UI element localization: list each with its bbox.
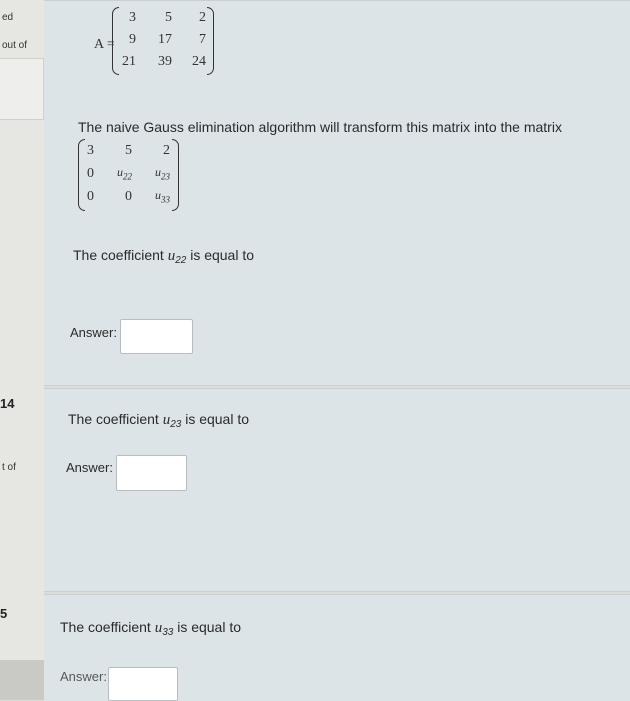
matrix-u-cell: $u_{22}$ xyxy=(117,165,132,182)
prompt-variable: u xyxy=(162,412,171,428)
matrix-u xyxy=(82,139,172,208)
prompt-text-end: is equal to xyxy=(186,247,255,263)
matrix-a-label: A = xyxy=(94,37,115,52)
matrix-a-cell: 39 xyxy=(158,54,172,69)
matrix-a xyxy=(118,7,206,73)
prompt-subscript: 22 xyxy=(175,255,187,266)
prompt-subscript: 33 xyxy=(162,627,174,638)
sidebar-points-text: out of xyxy=(2,40,28,51)
sidebar-points-text-14: t of xyxy=(2,462,16,473)
question-14-prompt xyxy=(68,411,249,430)
matrix-a-cell: 9 xyxy=(129,32,136,47)
answer-label: Answer: xyxy=(66,460,113,475)
matrix-u-cell: $u_{23}$ xyxy=(155,165,170,182)
matrix-a-cell: 24 xyxy=(192,54,206,69)
matrix-a-cell: 3 xyxy=(129,10,136,25)
matrix-u-cell: $u_{33}$ xyxy=(155,188,170,205)
matrix-a-cell: 7 xyxy=(199,32,206,47)
prompt-variable: u xyxy=(167,248,176,264)
question-info-sidebar xyxy=(0,0,44,700)
matrix-u-cell: 3 xyxy=(87,142,94,158)
matrix-a-cell: 5 xyxy=(165,10,172,25)
question-14-panel xyxy=(44,388,630,592)
prompt-subscript: 23 xyxy=(170,419,182,430)
sidebar-flag-box[interactable] xyxy=(0,58,44,120)
matrix-a-cell: 2 xyxy=(199,10,206,25)
answer-label: Answer: xyxy=(60,669,107,684)
prompt-text: The coefficient xyxy=(60,619,155,635)
matrix-u-cell: 0 xyxy=(87,188,94,204)
prompt-text-end: is equal to xyxy=(181,411,250,427)
question-number-14: 14 xyxy=(0,396,15,411)
matrix-u-cell: 5 xyxy=(125,142,132,158)
question-13-panel xyxy=(44,0,630,386)
question-15-panel xyxy=(44,594,630,701)
matrix-u-right-paren xyxy=(172,139,179,211)
question-15-prompt xyxy=(60,619,241,638)
answer-label: Answer: xyxy=(70,325,117,340)
matrix-u-cell: 0 xyxy=(125,188,132,204)
prompt-text: The coefficient xyxy=(68,411,163,427)
matrix-u-cell: 0 xyxy=(87,165,94,181)
matrix-a-right-paren xyxy=(207,7,214,75)
question-13-prompt xyxy=(73,247,254,266)
answer-input-u33[interactable] xyxy=(108,667,178,701)
prompt-text: The coefficient xyxy=(73,247,168,263)
prompt-variable: u xyxy=(154,620,163,636)
prompt-text-end: is equal to xyxy=(173,619,242,635)
sidebar-footer-shade xyxy=(0,660,44,700)
answer-input-u22[interactable] xyxy=(120,319,193,354)
matrix-a-cell: 17 xyxy=(158,32,172,47)
question-13-intro: The naive Gauss elimination algorithm will transform this matrix into the matrix xyxy=(78,119,562,135)
matrix-a-cell: 21 xyxy=(122,54,136,69)
question-number-15: 5 xyxy=(0,606,8,621)
sidebar-status-text: ed xyxy=(2,12,14,23)
matrix-u-cell: 2 xyxy=(163,142,170,158)
answer-input-u23[interactable] xyxy=(116,455,187,491)
